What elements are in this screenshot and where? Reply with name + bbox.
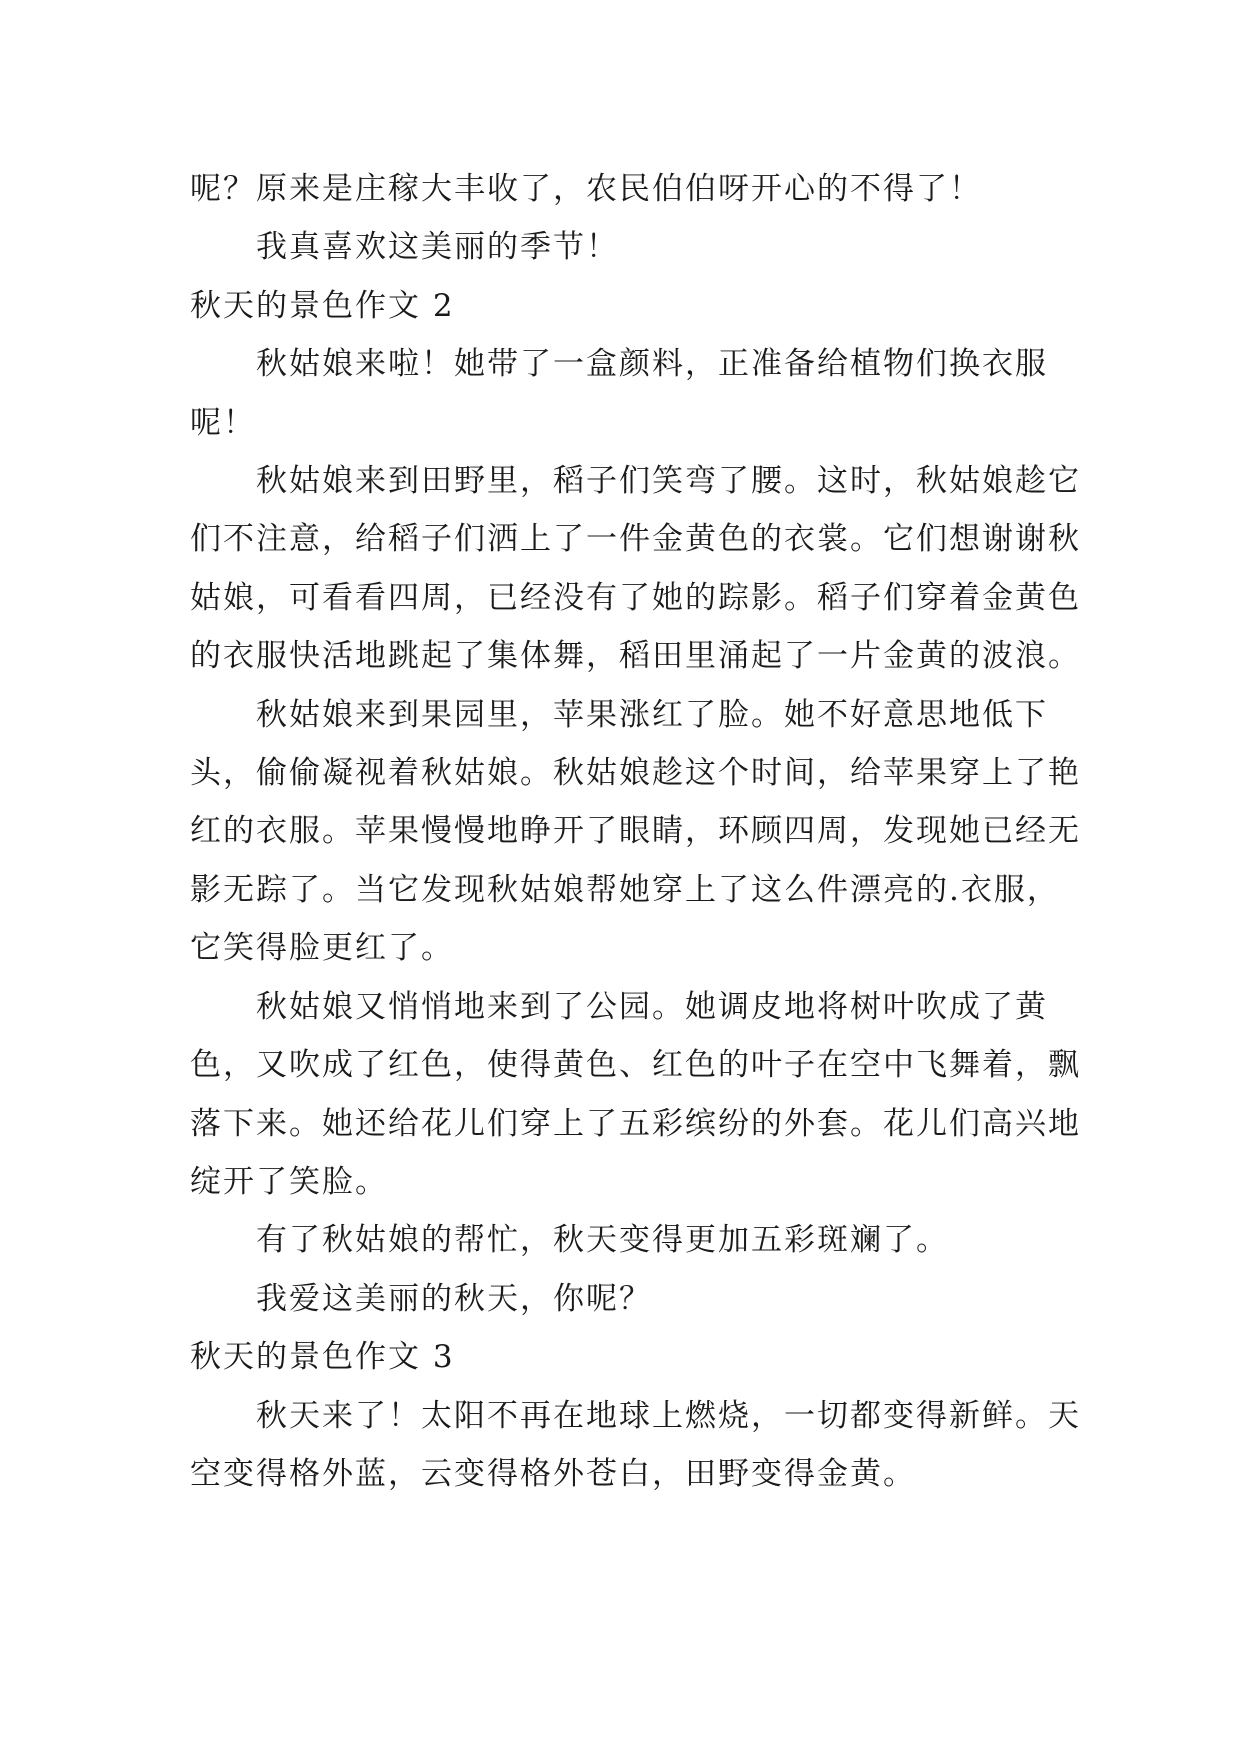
paragraph-4: 秋姑娘来到田野里，稻子们笑弯了腰。这时，秋姑娘趁它们不注意，给稻子们洒上了一件金黄色的衣裳。它们想谢谢秋姑娘，可看看四周，已经没有了她的踪影。稻子们穿着金黄色的衣服快活地跳起了集体舞，稻田里涌起了一片金黄的波浪。 — [190, 463, 1081, 675]
paragraph-5: 秋姑娘来到果园里，苹果涨红了脸。她不好意思地低下头，偷偷凝视着秋姑娘。秋姑娘趁这个时间，给苹果穿上了艳红的衣服。苹果慢慢地睁开了眼睛，环顾四周，发现她已经无影无踪了。当它发现秋姑娘帮她穿上了这么件漂亮的.衣服，它笑得脸更红了。 — [190, 696, 1081, 967]
essay-title-2: 秋天的景色作文 2 — [190, 287, 455, 324]
paragraph-9: 秋天来了！太阳不再在地球上燃烧，一切都变得新鲜。天空变得格外蓝，云变得格外苍白，田野变得金黄。 — [190, 1397, 1081, 1492]
paragraph-7: 有了秋姑娘的帮忙，秋天变得更加五彩斑斓了。 — [256, 1222, 949, 1259]
essay-text — [190, 160, 1090, 1503]
paragraph-1: 呢？原来是庄稼大丰收了，农民伯伯呀开心的不得了！ — [190, 171, 982, 207]
paragraph-6: 秋姑娘又悄悄地来到了公园。她调皮地将树叶吹成了黄色，又吹成了红色，使得黄色、红色的叶子在空中飞舞着，飘落下来。她还给花儿们穿上了五彩缤纷的外套。花儿们高兴地绽开了笑脸。 — [190, 988, 1081, 1200]
paragraph-3: 秋姑娘来啦！她带了一盒颜料，正准备给植物们换衣服呢！ — [190, 346, 1048, 441]
paragraph-8: 我爱这美丽的秋天，你呢？ — [256, 1280, 652, 1317]
essay-title-3: 秋天的景色作文 3 — [190, 1339, 455, 1376]
paragraph-2: 我真喜欢这美丽的季节！ — [256, 229, 619, 266]
